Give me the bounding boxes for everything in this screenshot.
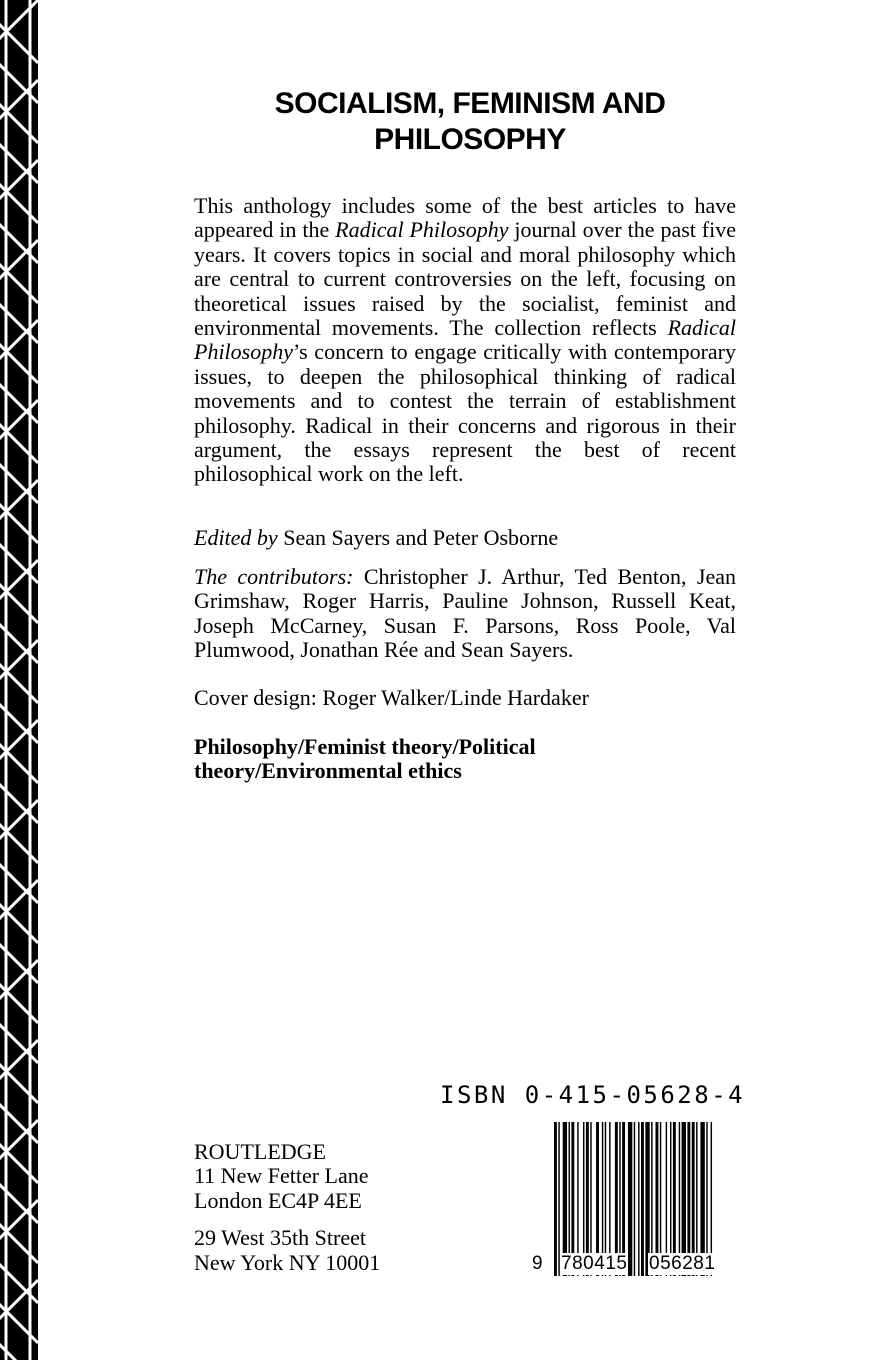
subject-categories: Philosophy/Feminist theory/Political theory/Environmental ethics: [194, 734, 536, 784]
contributors-label: The contributors:: [194, 564, 354, 589]
book-title-line-1: SOCIALISM, FEMINISM AND: [274, 87, 666, 120]
book-description-paragraph: [194, 194, 736, 487]
publisher-uk-city: London EC4P 4EE: [194, 1187, 362, 1213]
contributors-names: Christopher J. Arthur, Ted Benton, Jean Grimshaw, Roger Harris, Pauline Johnson, Russell Keat, Joseph McCarney, Susan F. Parsons, Ross Poole, Val Plumwood, Jonathan Rée and Sean Sayers.: [194, 564, 736, 663]
description-text-3: ’s concern to engage critically with contemporary issues, to deepen the philosophical thinking of radical movements and to contest the terrain of establishment philosophy. Radical in their concerns and rigorous in their argument, the essays represent the best of recent philosophical work on the left.: [194, 339, 736, 487]
editors-names: Sean Sayers and Peter Osborne: [277, 525, 559, 550]
contributors-credit: [194, 565, 736, 663]
book-description: [194, 194, 736, 487]
journal-name: Radical Philosophy: [335, 217, 509, 243]
description-text-1: This anthology includes some of the best articles to have appeared in the: [194, 193, 736, 243]
barcode-left-digits: 780415: [561, 1253, 628, 1274]
isbn-number: ISBN 0-415-05628-4: [440, 1081, 746, 1109]
publisher-us-street: 29 West 35th Street: [194, 1225, 366, 1251]
publisher-name: ROUTLEDGE: [194, 1139, 326, 1164]
editors-label: Edited by: [194, 525, 278, 550]
publisher-uk-street: 11 New Fetter Lane: [194, 1163, 369, 1189]
book-title-line-2: PHILOSOPHY: [374, 123, 566, 156]
barcode-bar: [634, 1122, 635, 1276]
barcode-bar: [638, 1122, 639, 1276]
journal-name-possessive: Radical Philosophy: [194, 315, 736, 365]
barcode-bar: [628, 1122, 632, 1276]
cover-design-credit: Cover design: Roger Walker/Linde Hardaker: [194, 685, 589, 710]
barcode-bar: [554, 1122, 557, 1276]
barcode-first-digit: 9: [532, 1253, 543, 1274]
zigzag-pattern-graphic: [0, 0, 38, 1360]
barcode-right-digits: 056281: [649, 1253, 716, 1274]
barcode-bar: [641, 1122, 644, 1276]
description-text-2: journal over the past five years. It covers topics in social and moral philosophy which are central to current controversies on the left, focusing on theoretical issues raised by the socialist, feminist and environmental movements. The collection reflects: [194, 217, 737, 341]
editors-credit: [194, 526, 736, 550]
publisher-us-city: New York NY 10001: [194, 1249, 381, 1275]
publisher-address: [194, 1140, 380, 1275]
book-title: [200, 86, 740, 158]
decorative-pattern-strip: [0, 0, 38, 1360]
